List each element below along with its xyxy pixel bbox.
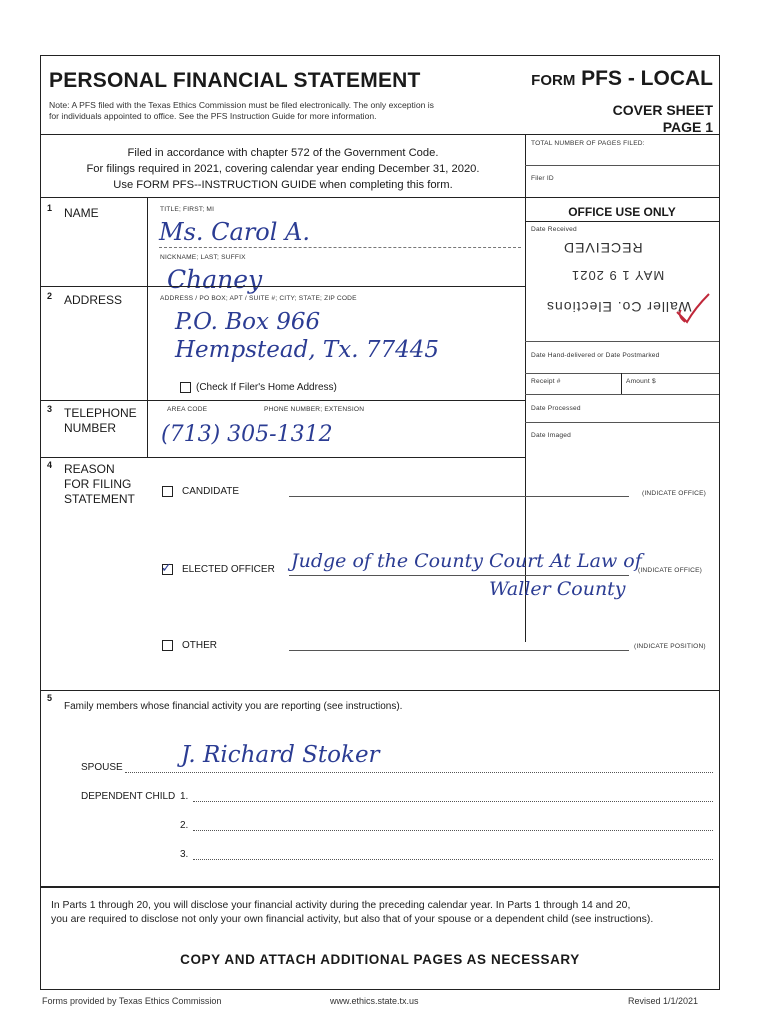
cover-sheet-label <box>613 102 713 136</box>
address-line1-value[interactable]: P.O. Box 966 <box>175 309 321 335</box>
form-code: PFS - LOCAL <box>581 67 713 90</box>
date-imaged-label: Date Imaged <box>531 432 571 439</box>
candidate-label: CANDIDATE <box>182 486 240 497</box>
telephone-value[interactable]: (713) 305-1312 <box>161 422 333 447</box>
total-pages-label: TOTAL NUMBER OF PAGES FILED: <box>531 140 645 147</box>
elected-officer-label: ELECTED OFFICER <box>182 564 275 575</box>
child-3-line[interactable] <box>193 859 713 860</box>
address-label: ADDRESS <box>64 293 123 307</box>
divider <box>41 197 719 198</box>
filing-line2: For filings required in 2021, covering calendar year ending December 31, 2020. <box>86 163 480 175</box>
nickname-last-value[interactable]: Chaney <box>167 265 263 294</box>
reason-label-line1: REASON <box>64 462 115 476</box>
disclosure-paragraph <box>51 899 713 927</box>
elected-office-value-line2[interactable]: Waller County <box>489 578 626 600</box>
candidate-office-hint: (INDICATE OFFICE) <box>642 490 707 497</box>
address-field-label: ADDRESS / PO BOX; APT / SUITE #; CITY; STATE; ZIP CODE <box>160 295 357 302</box>
divider <box>525 221 719 222</box>
section-number: 5 <box>47 693 53 703</box>
date-received-label: Date Received <box>531 226 577 233</box>
date-processed-label: Date Processed <box>531 405 581 412</box>
title-first-mi-value[interactable]: Ms. Carol A. <box>159 218 311 246</box>
section-number: 3 <box>47 404 53 414</box>
divider <box>41 457 525 458</box>
divider <box>525 394 719 395</box>
section-number: 4 <box>47 460 53 470</box>
date-hand-delivered-label: Date Hand-delivered or Date Postmarked <box>531 352 660 359</box>
form-code-heading <box>531 67 713 91</box>
child-3-number: 3. <box>180 849 189 860</box>
title-first-mi-label: TITLE; FIRST; MI <box>160 206 215 213</box>
divider <box>525 341 719 342</box>
filer-id-label: Filer ID <box>531 175 554 182</box>
filing-note <box>49 100 529 122</box>
filing-line3: Use FORM PFS--INSTRUCTION GUIDE when completing this form. <box>113 179 453 191</box>
telephone-label-line2: NUMBER <box>64 421 117 435</box>
field-underline <box>159 247 521 248</box>
telephone-label-line1: TELEPHONE <box>64 406 137 420</box>
filing-line1: Filed in accordance with chapter 572 of the Government Code. <box>127 147 439 159</box>
footer-provider: Forms provided by Texas Ethics Commission <box>42 996 222 1006</box>
office-stamp: Waller Co. Elections <box>546 299 692 315</box>
divider <box>41 690 719 691</box>
elected-office-value-line1[interactable]: Judge of the County Court At Law of <box>291 550 642 572</box>
elected-office-hint: (INDICATE OFFICE) <box>638 567 703 574</box>
section-number: 2 <box>47 291 53 301</box>
disclosure-line1: In Parts 1 through 20, you will disclose your financial activity during the preceding calendar year. In Parts 1 through 14 and 20, <box>51 900 631 911</box>
red-check-mark <box>673 292 713 328</box>
reason-label-line3: STATEMENT <box>64 492 135 506</box>
child-2-number: 2. <box>180 820 189 831</box>
form-title: PERSONAL FINANCIAL STATEMENT <box>49 69 421 92</box>
candidate-checkbox[interactable] <box>162 486 173 497</box>
child-1-line[interactable] <box>193 801 713 802</box>
divider <box>41 286 525 287</box>
home-address-check-label: (Check If Filer's Home Address) <box>196 382 337 393</box>
other-label: OTHER <box>182 640 217 651</box>
spouse-value[interactable]: J. Richard Stoker <box>181 742 380 768</box>
received-stamp: RECEIVED <box>563 240 643 256</box>
divider <box>41 400 525 401</box>
family-intro: Family members whose financial activity you are reporting (see instructions). <box>64 701 403 712</box>
child-2-line[interactable] <box>193 830 713 831</box>
phone-number-label: PHONE NUMBER; EXTENSION <box>264 406 365 413</box>
form-prefix: FORM <box>531 72 576 89</box>
checkmark-icon: ✓ <box>161 560 172 575</box>
page-number: PAGE 1 <box>662 119 713 135</box>
home-address-checkbox[interactable] <box>180 382 191 393</box>
divider <box>41 134 719 135</box>
label-column-divider <box>147 197 148 458</box>
area-code-label: AREA CODE <box>167 406 208 413</box>
elected-office-line <box>289 575 629 576</box>
filing-instructions <box>41 145 525 193</box>
office-use-title: OFFICE USE ONLY <box>568 205 676 219</box>
footer-website[interactable]: www.ethics.state.tx.us <box>330 996 419 1006</box>
reason-label-line2: FOR FILING <box>64 477 132 491</box>
dependent-child-label: DEPENDENT CHILD <box>81 791 176 802</box>
section-number: 1 <box>47 203 53 213</box>
amount-label: Amount $ <box>626 378 656 385</box>
nickname-last-label: NICKNAME; LAST; SUFFIX <box>160 254 246 261</box>
pfs-cover-sheet-form <box>40 55 720 990</box>
name-label: NAME <box>64 206 99 220</box>
reason-label <box>64 462 135 507</box>
other-position-hint: (INDICATE POSITION) <box>634 643 706 650</box>
divider <box>525 422 719 423</box>
telephone-label <box>64 406 137 436</box>
filing-note-line2: for individuals appointed to office. See the PFS Instruction Guide for more information. <box>49 111 377 121</box>
disclosure-line2: you are required to disclose not only your own financial activity, but also that of your spouse or a dependent child (see instructions). <box>51 914 654 925</box>
divider <box>621 373 622 394</box>
footer-revised: Revised 1/1/2021 <box>628 996 699 1006</box>
receipt-label: Receipt # <box>531 378 561 385</box>
address-line2-value[interactable]: Hempstead, Tx. 77445 <box>175 337 440 363</box>
filing-note-line1: Note: A PFS filed with the Texas Ethics Commission must be filed electronically. The only exception is <box>49 100 434 110</box>
spouse-label: SPOUSE <box>81 762 123 773</box>
received-date-stamp: MAY 1 9 2021 <box>571 268 665 283</box>
other-position-line <box>289 650 629 651</box>
divider <box>525 373 719 374</box>
divider <box>525 165 719 166</box>
cover-sheet-text: COVER SHEET <box>612 102 713 118</box>
copy-attach-notice: COPY AND ATTACH ADDITIONAL PAGES AS NECESSARY <box>180 952 580 967</box>
child-1-number: 1. <box>180 791 189 802</box>
divider <box>41 886 719 888</box>
spouse-line <box>125 772 713 773</box>
other-checkbox[interactable] <box>162 640 173 651</box>
candidate-office-line <box>289 496 629 497</box>
